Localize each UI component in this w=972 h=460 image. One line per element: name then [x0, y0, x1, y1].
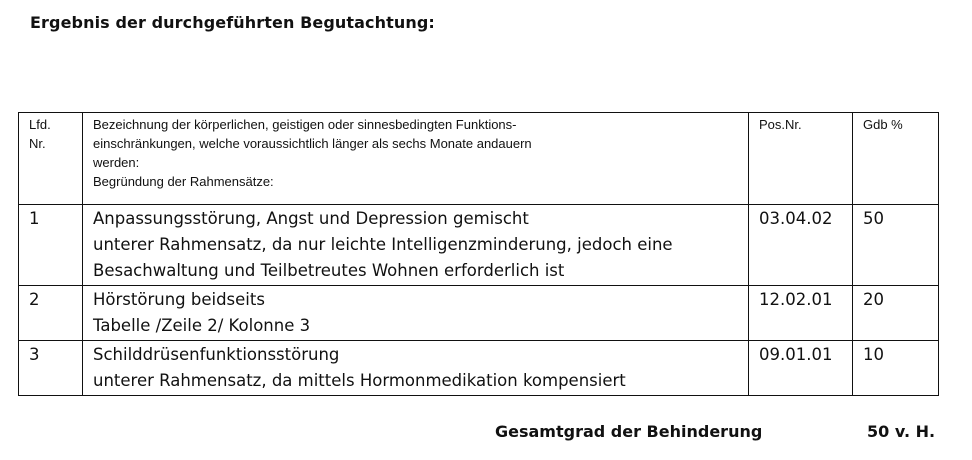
header-description-line: werden: [93, 155, 140, 170]
header-lfd-nr-line: Lfd. [29, 117, 51, 132]
row-pos-nr: 09.01.01 [749, 341, 853, 396]
header-description-line: einschränkungen, welche voraussichtlich länger als sechs Monate andauern [93, 136, 532, 151]
row-gdb: 10 [853, 341, 939, 396]
row-gdb: 20 [853, 286, 939, 341]
row-description-line: Tabelle /Zeile 2/ Kolonne 3 [93, 316, 311, 335]
header-gdb: Gdb % [853, 113, 939, 205]
row-lfd-nr: 2 [19, 286, 83, 341]
row-description-line: unterer Rahmensatz, da mittels Hormonmedikation kompensiert [93, 371, 626, 390]
header-lfd-nr [19, 113, 83, 205]
row-pos-nr: 03.04.02 [749, 205, 853, 286]
assessment-table [18, 112, 939, 396]
header-pos-nr: Pos.Nr. [749, 113, 853, 205]
table-row [19, 286, 939, 341]
header-lfd-nr-line: Nr. [29, 136, 46, 151]
row-description-line: Anpassungsstörung, Angst und Depression gemischt [93, 209, 529, 228]
row-pos-nr: 12.02.01 [749, 286, 853, 341]
total-label: Gesamtgrad der Behinderung [495, 422, 763, 441]
header-description-line: Begründung der Rahmensätze: [93, 174, 274, 189]
row-description [83, 341, 749, 396]
row-description-line: unterer Rahmensatz, da nur leichte Intelligenzminderung, jedoch eine [93, 235, 673, 254]
row-description [83, 205, 749, 286]
row-lfd-nr: 3 [19, 341, 83, 396]
table-row [19, 341, 939, 396]
row-description-line: Schilddrüsenfunktionsstörung [93, 345, 340, 364]
table-header-row [19, 113, 939, 205]
header-description-line: Bezeichnung der körperlichen, geistigen oder sinnesbedingten Funktions- [93, 117, 517, 132]
total-value: 50 v. H. [867, 422, 936, 441]
row-description-line: Hörstörung beidseits [93, 290, 265, 309]
header-description [83, 113, 749, 205]
page-title: Ergebnis der durchgeführten Begutachtung: [30, 13, 435, 32]
row-lfd-nr: 1 [19, 205, 83, 286]
table-row [19, 205, 939, 286]
row-description-line: Besachwaltung und Teilbetreutes Wohnen erforderlich ist [93, 261, 565, 280]
row-gdb: 50 [853, 205, 939, 286]
row-description [83, 286, 749, 341]
